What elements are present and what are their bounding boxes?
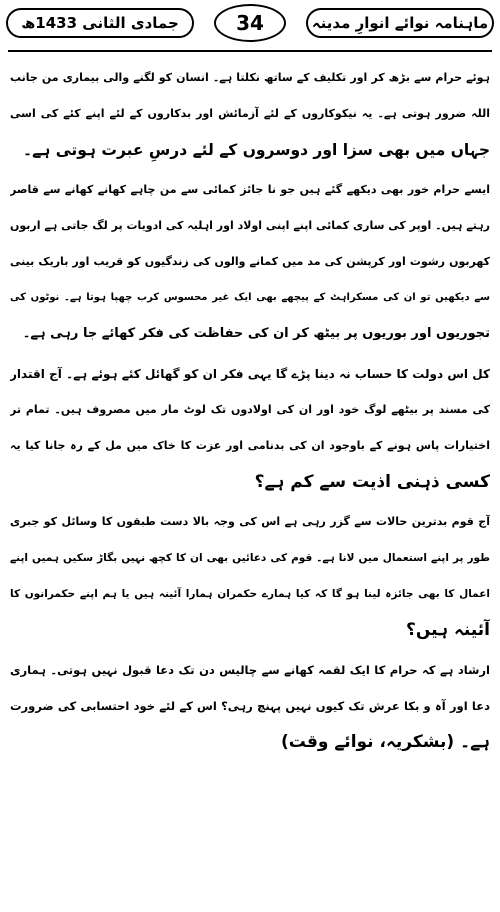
text-line: اعمال کا بھی جائزہ لینا ہو گا کہ کیا ہمارے حکمران ہمارا آئینہ ہیں یا ہم اپنے حکمرانوں کا — [10, 588, 490, 600]
text-line: کل اس دولت کا حساب نہ دینا پڑے گا یہی فکر ان کو گھائل کئے ہوئے ہے۔ آج اقتدار — [10, 367, 490, 381]
magazine-title: ماہنامہ نوائے انوارِ مدینہ — [306, 8, 494, 38]
issue-date-label: جمادی الثانی 1433ھ — [6, 8, 194, 38]
text-line: کھربوں رشوت اور کرپشن کی مد میں کمانے والوں کی زندگیوں کو قریب اور باریک بینی — [10, 255, 490, 268]
text-line: آئینہ ہیں؟ — [405, 620, 490, 640]
text-line: ہے۔ (بشکریہ، نوائے وقت) — [280, 732, 490, 752]
text-line: کی مسند پر بیٹھے لوگ خود اور ان کی اولادوں تک لوٹ مار میں مصروف ہیں۔ تمام تر — [10, 403, 490, 416]
text-line: کسی ذہنی اذیت سے کم ہے؟ — [254, 472, 490, 492]
header-divider — [8, 50, 492, 52]
paragraph — [10, 652, 490, 760]
text-line: رہتے ہیں۔ اوپر کی ساری کمائی اپنے اپنی اولاد اور اہلیہ کی ادویات پر لگ جاتی ہے اربوں — [10, 219, 490, 232]
article-body — [10, 60, 490, 906]
text-line: ہوئے حرام سے بڑھ کر اور تکلیف کے ساتھ نکلتا ہے۔ انسان کو لگنے والی بیماری من جانب — [10, 71, 490, 84]
paragraph — [10, 60, 490, 168]
text-line: اختیارات پاس ہونے کے باوجود ان کی بدنامی اور عزت کا خاک میں مل کے رہ جانا کیا یہ — [10, 439, 490, 452]
text-line: سے دیکھیں تو ان کی مسکراہٹ کے پیچھے بھی ایک غیر محسوس کرب چھپا ہوتا ہے۔ نوٹوں کی — [10, 292, 490, 303]
text-line: ارشاد ہے کہ حرام کا ایک لقمہ کھانے سے چالیس دن تک دعا قبول نہیں ہوتی۔ ہماری — [10, 663, 490, 677]
text-line: دعا اور آہ و بکا عرش تک کیوں نہیں پہنچ رہی؟ اس کے لئے خود احتسابی کی ضرورت — [10, 699, 490, 713]
paragraph — [10, 172, 490, 352]
page-number: 34 — [214, 4, 286, 42]
text-line: طور پر اپنے استعمال میں لانا ہے۔ قوم کی دعائیں بھی ان کا کچھ نہیں بگاڑ سکیں ہمیں اپنے — [10, 552, 490, 564]
text-line: تجوریوں اور بوریوں پر بیٹھ کر ان کی حفاظت کی فکر کھائے جا رہی ہے۔ — [22, 326, 490, 341]
page-header — [4, 4, 496, 44]
text-line: اللہ ضرور ہوتی ہے۔ یہ نیکوکاروں کے لئے آزمائش اور بدکاروں کے لئے اپنے کئے کی اسی — [10, 107, 490, 120]
text-line: ایسے حرام خور بھی دیکھے گئے ہیں جو نا جائز کمائی سے من چاہے کھانے کھانے سے قاصر — [10, 183, 490, 196]
text-line: جہاں میں بھی سزا اور دوسروں کے لئے درسِ عبرت ہوتی ہے۔ — [23, 141, 490, 159]
paragraph — [10, 504, 490, 648]
text-line: آج قوم بدترین حالات سے گزر رہی ہے اس کی وجہ بالا دست طبقوں کا وسائل کو جبری — [10, 515, 490, 528]
paragraph — [10, 356, 490, 500]
